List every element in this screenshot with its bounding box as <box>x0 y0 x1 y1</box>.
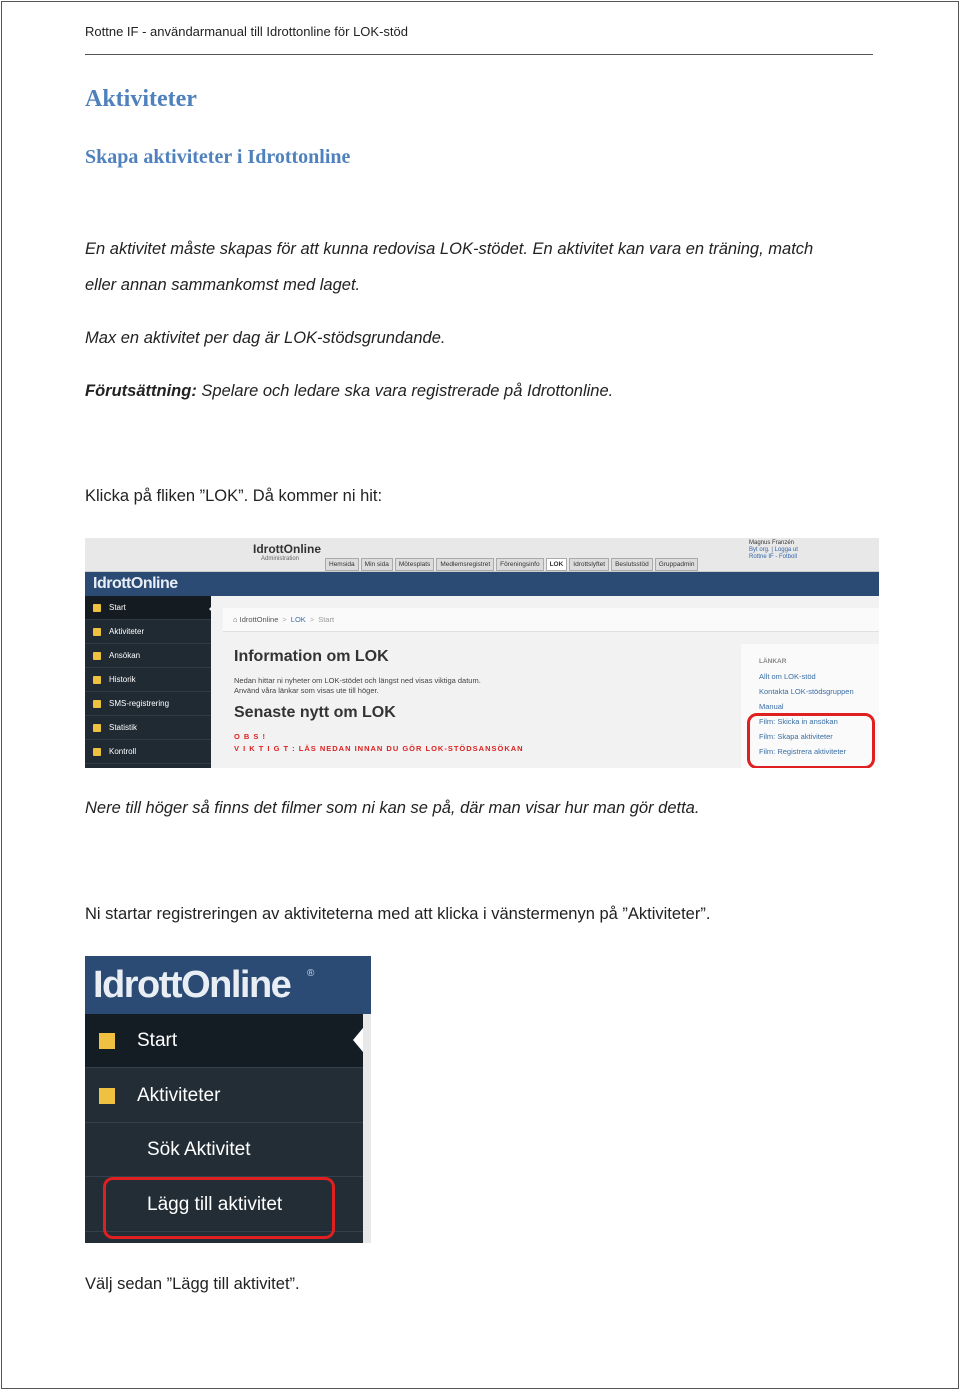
link-film-ansokan[interactable]: Film: Skicka in ansökan <box>759 717 838 726</box>
breadcrumb-home[interactable]: IdrottOnline <box>239 615 279 624</box>
sidebar-item-label: Kontroll <box>109 747 137 756</box>
user-info <box>749 540 798 561</box>
link-allt-om-lok[interactable]: Allt om LOK-stöd <box>759 672 816 681</box>
menu-item-label: Start <box>137 1029 178 1051</box>
highlight-circle <box>103 1177 335 1239</box>
paragraph-intro-line1: En aktivitet måste skapas för att kunna redovisa LOK-stödet. En aktivitet kan vara en träning, match <box>85 240 814 258</box>
user-org: Rottne IF - Fotboll <box>749 554 798 560</box>
active-indicator <box>353 1028 363 1052</box>
menu-item-label: Lägg till aktivitet <box>147 1193 283 1215</box>
tab-lok[interactable]: LOK <box>546 558 568 571</box>
brand-logo: IdrottOnline <box>93 575 178 592</box>
prerequisite-label: Förutsättning: <box>85 382 197 400</box>
menu-item-aktiviteter[interactable] <box>85 1069 363 1123</box>
sidebar-menu <box>85 596 211 768</box>
active-indicator <box>209 602 216 616</box>
sidebar-item-label: SMS-registrering <box>109 699 170 708</box>
sidebar-item-aktiviteter[interactable] <box>85 620 211 644</box>
brand-band <box>85 572 879 596</box>
phone-icon <box>93 700 101 708</box>
tab-beslutsstod[interactable]: Beslutsstöd <box>611 558 653 571</box>
sidebar-item-sms[interactable] <box>85 692 211 716</box>
paragraph-intro-line2: eller annan sammankomst med laget. <box>85 276 361 294</box>
registered-mark: ® <box>307 968 315 979</box>
link-film-skapa[interactable]: Film: Skapa aktiviteter <box>759 732 833 741</box>
info-line1: Nedan hittar ni nyheter om LOK-stödet och längst ned visas viktiga datum. <box>234 676 481 685</box>
paragraph-click-lok: Klicka på fliken ”LOK”. Då kommer ni hit: <box>85 487 383 505</box>
tab-bar <box>325 558 698 571</box>
paragraph-max: Max en aktivitet per dag är LOK-stödsgrundande. <box>85 329 446 347</box>
menu-item-label: Sök Aktivitet <box>147 1138 251 1160</box>
sidebar-item-label: Aktiviteter <box>109 627 145 636</box>
warning-label: V I K T I G T : LÄS NEDAN INNAN DU GÖR LOK-STÖDSANSÖKAN <box>234 744 524 753</box>
sidebar-item-label: Statistik <box>109 723 138 732</box>
top-bar <box>85 538 879 572</box>
section-title: Skapa aktiviteter i Idrottonline <box>85 146 351 168</box>
book-icon <box>93 748 101 756</box>
tab-motesplats[interactable]: Mötesplats <box>395 558 434 571</box>
sidebar-item-label: Ansökan <box>109 651 141 660</box>
tab-foreningsinfo[interactable]: Föreningsinfo <box>496 558 543 571</box>
breadcrumb-separator: > <box>309 615 315 624</box>
user-links[interactable]: Byt org. | Logga ut <box>749 547 798 553</box>
links-heading: LÄNKAR <box>759 658 787 665</box>
link-kontakta[interactable]: Kontakta LOK-stödsgruppen <box>759 687 854 696</box>
paragraph-films: Nere till höger så finns det filmer som ni kan se på, där man visar hur man gör detta. <box>85 799 700 817</box>
sidebar-item-historik[interactable] <box>85 668 211 692</box>
menu-item-sok-aktivitet[interactable] <box>85 1123 363 1177</box>
breadcrumb-start: Start <box>318 615 335 624</box>
page-title: Aktiviteter <box>85 86 197 112</box>
prerequisite-text: Spelare och ledare ska vara registrerade på Idrottonline. <box>196 382 614 400</box>
info-title: Information om LOK <box>234 648 389 665</box>
brand-logo: IdrottOnline <box>93 964 291 1006</box>
chart-icon <box>93 724 101 732</box>
home-icon <box>93 604 101 612</box>
paragraph-start-registration: Ni startar registreringen av aktiviteterna med att klicka i vänstermenyn på ”Aktiviteter”. <box>85 905 711 923</box>
link-film-registrera[interactable]: Film: Registrera aktiviteter <box>759 747 847 756</box>
tab-medlemsregistret[interactable]: Medlemsregistret <box>436 558 494 571</box>
paragraph-prerequisite <box>85 382 613 401</box>
header-divider <box>85 54 873 55</box>
logo-small: IdrottOnline <box>253 542 321 556</box>
logo-subtitle: Administration <box>261 556 300 562</box>
home-icon: ⌂ <box>233 615 240 624</box>
home-icon <box>99 1033 115 1049</box>
screenshot-lok-page <box>85 538 879 768</box>
tab-gruppadmin[interactable]: Gruppadmin <box>655 558 699 571</box>
news-title: Senaste nytt om LOK <box>234 704 396 721</box>
user-name: Magnus Franzén <box>749 540 795 546</box>
document-page <box>1 1 959 1389</box>
obs-label: O B S ! <box>234 732 267 741</box>
sidebar-item-label: Historik <box>109 675 136 684</box>
info-line2: Använd våra länkar som visas ute till höger. <box>234 686 379 695</box>
history-icon <box>93 676 101 684</box>
page-header: Rottne IF - användarmanual till Idrottonline för LOK-stöd <box>85 24 408 39</box>
breadcrumb <box>223 608 879 632</box>
breadcrumb-lok[interactable]: LOK <box>290 615 306 624</box>
brand-band <box>85 956 371 1014</box>
sidebar-item-start[interactable] <box>85 596 211 620</box>
inbox-icon <box>93 652 101 660</box>
breadcrumb-separator: > <box>282 615 287 624</box>
sidebar-item-ansokan[interactable] <box>85 644 211 668</box>
calendar-icon <box>99 1088 115 1104</box>
tab-hemsida[interactable]: Hemsida <box>325 558 359 571</box>
sidebar-item-kontroll[interactable] <box>85 740 211 764</box>
paragraph-choose-add: Välj sedan ”Lägg till aktivitet”. <box>85 1275 300 1293</box>
sidebar-item-statistik[interactable] <box>85 716 211 740</box>
menu-item-label: Aktiviteter <box>137 1084 221 1106</box>
link-manual[interactable]: Manual <box>759 702 784 711</box>
tab-idrottslyftet[interactable]: Idrottslyftet <box>569 558 609 571</box>
calendar-icon <box>93 628 101 636</box>
main-content <box>223 634 739 768</box>
sidebar-item-label: Start <box>109 603 126 612</box>
tab-min-sida[interactable]: Min sida <box>361 558 393 571</box>
highlight-circle <box>747 713 875 768</box>
screenshot-sidebar-menu <box>85 956 371 1243</box>
content-edge <box>363 1014 371 1243</box>
menu-item-start[interactable] <box>85 1014 363 1068</box>
